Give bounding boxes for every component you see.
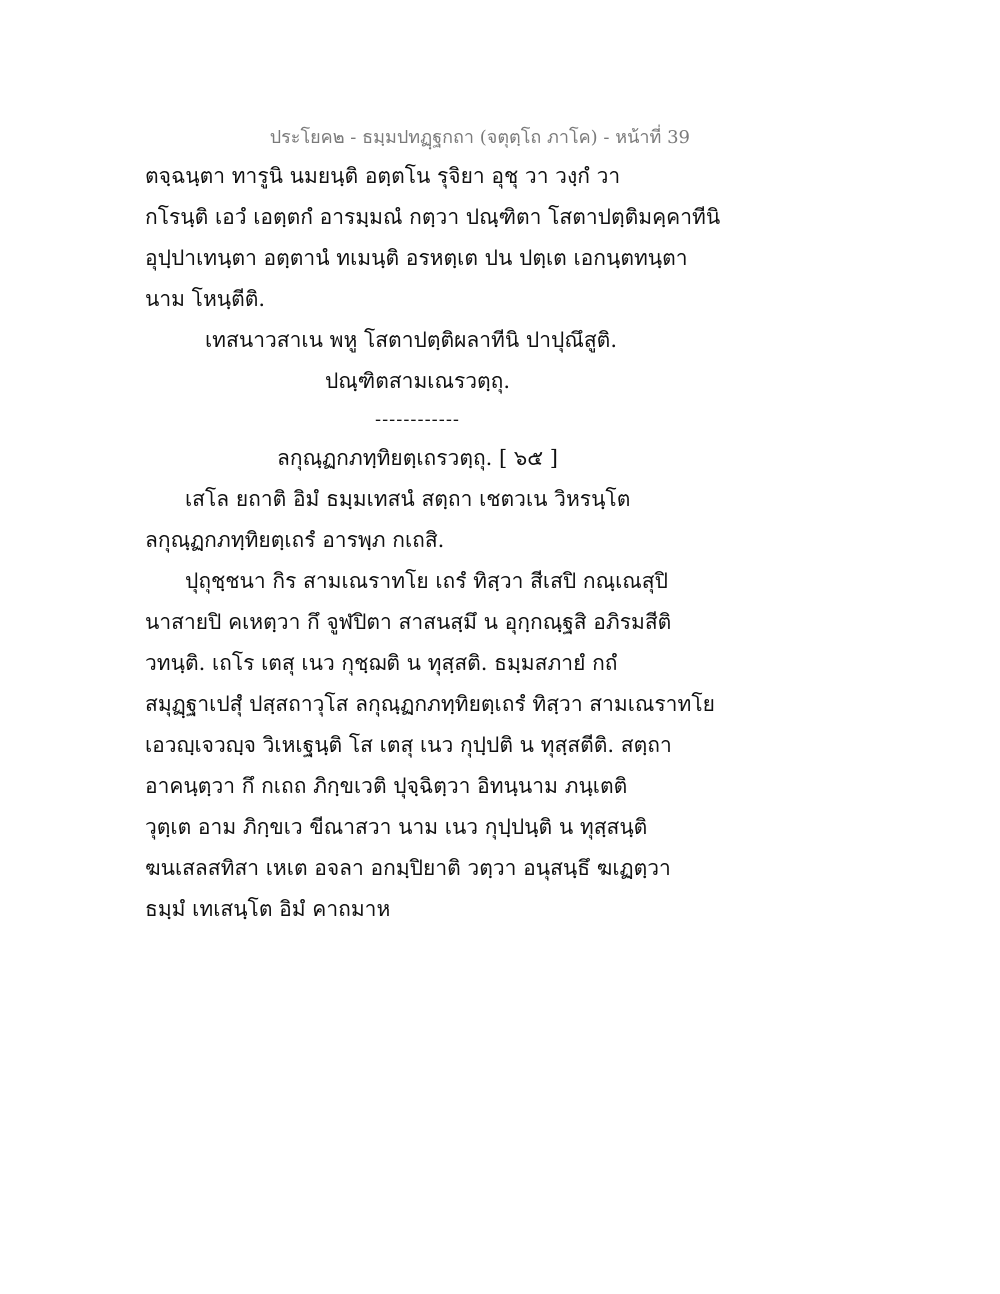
text-line: สมุฏฺฐาเปสุํ ปสฺสถาวุโส ลกุณฺฏกภทฺทิยตฺเถรํ ทิสฺวา สามเณราทโย xyxy=(145,692,715,716)
section-separator: ------------ xyxy=(375,409,460,430)
paragraph-pandita-ending xyxy=(145,156,721,320)
text-line: วทนฺติ. เถโร เตสุ เนว กุชฺฌติ น ทุสฺสติ. ธมฺมสภายํ กถํ xyxy=(145,651,618,675)
page-header: ประโยค๒ - ธมฺมปทฏฺฐกถา (จตุตฺโถ ภาโค) - หน้าที่ 39 xyxy=(269,127,690,148)
text-line: นาม โหนฺตีติ. xyxy=(145,287,266,311)
text-line: กโรนฺติ เอวํ เอตฺตกํ อารมฺมณํ กตฺวา ปณฺฑิตา โสตาปตฺติมคฺคาทีนิ xyxy=(145,205,721,229)
text-line: เอวญฺเจวญฺจ วิเหเฐนฺติ โส เตสุ เนว กุปฺปติ น ทุสฺสตีติ. สตฺถา xyxy=(145,733,672,757)
paragraph-intro xyxy=(145,479,690,561)
text-line: อุปฺปาเทนฺตา อตฺตานํ ทเมนฺติ อรหตฺเต ปน ปตฺเต เอกนฺตทนฺตา xyxy=(145,246,688,270)
text-line: อาคนฺตฺวา กึ กเถถ ภิกฺขเวติ ปุจฺฉิตฺวา อิทนฺนาม ภนฺเตติ xyxy=(145,774,628,798)
story-end-title: ปณฺฑิตสามเณรวตฺถุ. xyxy=(324,369,511,393)
desana-conclusion: เทสนาวสาเน พหู โสตาปตฺติผลาทีนิ ปาปุณึสูติ. xyxy=(205,328,617,352)
text-line: วุตฺเต อาม ภิกฺขเว ขีณาสวา นาม เนว กุปฺปนฺติ น ทุสฺสนฺติ xyxy=(145,815,648,839)
text-line: ธมฺมํ เทเสนฺโต อิมํ คาถมาห xyxy=(145,897,391,921)
story-title: ลกุณฺฏกภทฺทิยตฺเถรวตฺถุ. [ ๖๕ ] xyxy=(277,446,558,470)
text-line: ลกุณฺฏกภทฺทิยตฺเถรํ อารพฺภ กเถสิ. xyxy=(145,528,445,552)
paragraph-story xyxy=(145,561,715,930)
text-line: ฆนเสลสทิสา เหเต อจลา อกมฺปิยาติ วตฺวา อนุสนฺธึ ฆเฏตฺวา xyxy=(145,856,671,880)
text-line: ปุถุชฺชนา กิร สามเณราทโย เถรํ ทิสฺวา สีเสปิ กณฺเณสุปิ xyxy=(185,569,668,593)
text-line: นาสายปิ คเหตฺวา กึ จูฬปิตา สาสนสฺมึ น อุกฺกณฺฐสิ อภิรมสีติ xyxy=(145,610,672,634)
text-line: ตจฺฉนฺตา ทารูนิ นมยนฺติ อตฺตโน รุจิยา อุชุ วา วงฺกํ วา xyxy=(145,164,621,188)
document-body xyxy=(145,156,721,930)
text-line: เสโล ยถาติ อิมํ ธมฺมเทสนํ สตฺถา เชตวเน วิหรนฺโต xyxy=(185,487,631,511)
